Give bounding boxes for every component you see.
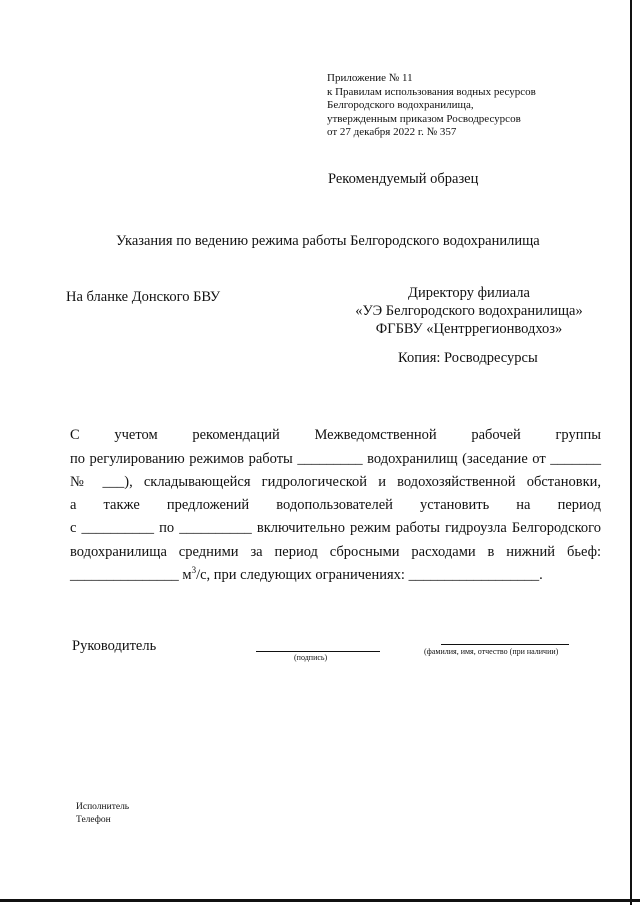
- appendix-line: Белгородского водохранилища,: [327, 99, 474, 112]
- body-line-tail: /с, при следующих ограничениях: __________________.: [196, 567, 543, 583]
- name-caption: (фамилия, имя, отчество (при наличии): [424, 647, 559, 656]
- executor-block: [76, 801, 129, 827]
- copy-to: Копия: Росводресурсы: [398, 350, 538, 366]
- addressee-line: «УЭ Белгородского водохранилища»: [355, 303, 583, 319]
- signature-line: [256, 651, 380, 652]
- appendix-line: к Правилам использования водных ресурсов: [327, 85, 536, 98]
- letterhead-note: На бланке Донского БВУ: [66, 289, 221, 305]
- document-title: Указания по ведению режима работы Белгородского водохранилища: [116, 233, 540, 249]
- unit-base: м: [182, 567, 192, 583]
- addressee-line: ФГБВУ «Центррегионводхоз»: [375, 321, 563, 337]
- addressee-line: Директору филиала: [408, 285, 530, 301]
- signature-caption: (подпись): [294, 653, 328, 662]
- appendix-line: Приложение № 11: [327, 72, 413, 84]
- flow-rate-blank: _______________: [70, 567, 179, 583]
- addressee-block: [346, 284, 592, 338]
- body-line: а также предложений водопользователей установить на период: [70, 497, 601, 513]
- phone-label: Телефон: [76, 815, 111, 825]
- scan-edge-right: [630, 0, 632, 905]
- body-line-last: [70, 567, 601, 584]
- body-line: водохранилища средними за период сбросными расходами в нижний бьеф:: [70, 544, 601, 560]
- body-line: № ___), складывающейся гидрологической и водохозяйственной обстановки,: [70, 474, 601, 490]
- appendix-line: утвержденным приказом Росводресурсов: [327, 112, 521, 125]
- sample-label: Рекомендуемый образец: [328, 171, 479, 187]
- appendix-line: от 27 декабря 2022 г. № 357: [327, 126, 457, 139]
- body-line: по регулированию режимов работы _________ водохранилищ (заседание от _______: [70, 451, 601, 467]
- body-line: С учетом рекомендаций Межведомственной рабочей группы: [70, 427, 601, 443]
- unit-superscript: 3: [191, 565, 197, 576]
- body-line: с __________ по __________ включительно режим работы гидроузла Белгородского: [70, 520, 601, 536]
- name-line: [441, 644, 569, 645]
- scan-edge-bottom: [0, 899, 640, 902]
- appendix-header: [327, 72, 536, 140]
- signature-label: Руководитель: [72, 638, 157, 654]
- executor-label: Исполнитель: [76, 802, 130, 812]
